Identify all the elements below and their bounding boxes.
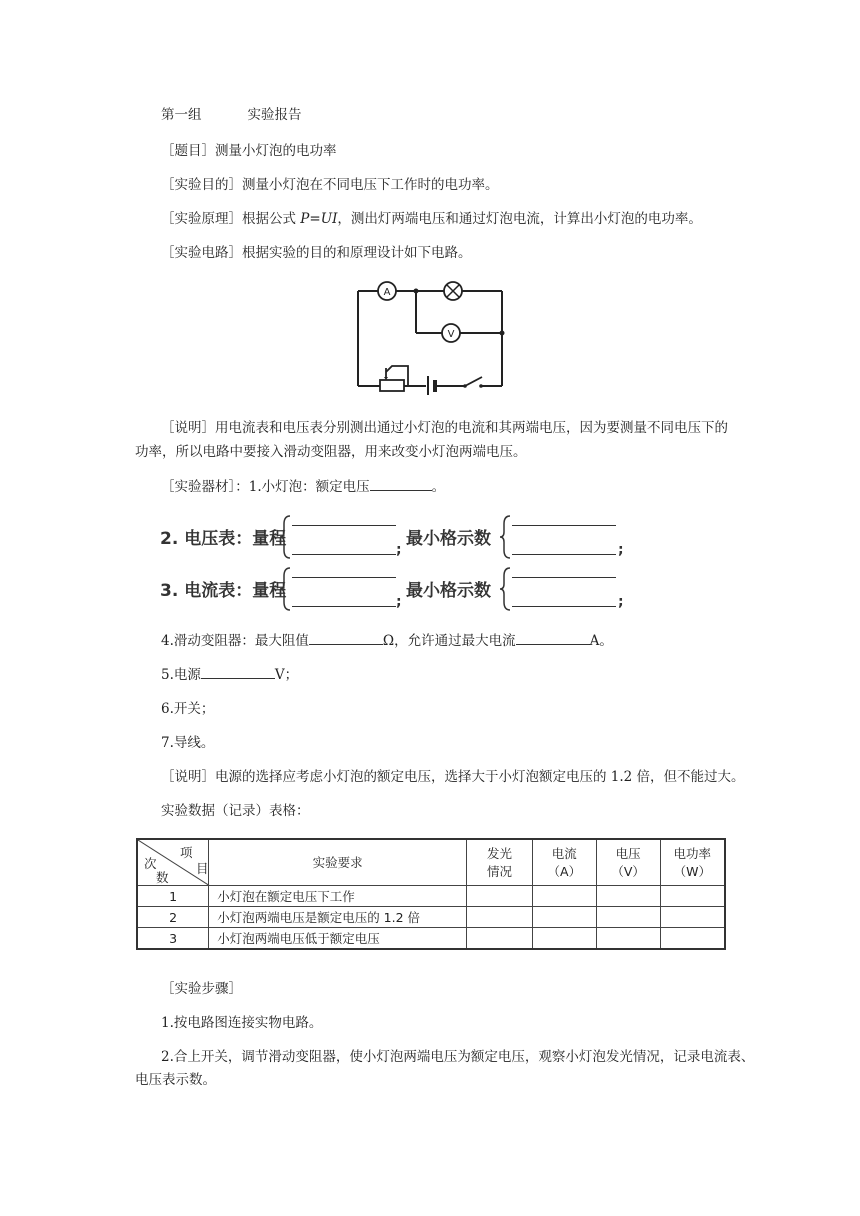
cell-current[interactable] — [532, 885, 596, 906]
cell-current[interactable] — [532, 907, 596, 928]
voltmeter-range-blank-2[interactable] — [292, 554, 396, 555]
ammeter-range-row — [158, 566, 638, 612]
item7-line: 7.导线。 — [161, 735, 215, 751]
step2-line1: 2.合上开关，调节滑动变阻器，使小灯泡两端电压为额定电压，观察小灯泡发光情况，记录电流表、 — [161, 1049, 755, 1065]
step2-line2: 电压表示数。 — [135, 1072, 216, 1088]
cell-light[interactable] — [467, 885, 533, 906]
brace-icon — [498, 566, 512, 612]
table-header-row — [137, 839, 725, 885]
header-light-1: 发光 — [486, 846, 512, 862]
step1-line: 1.按电路图连接实物电路。 — [161, 1015, 323, 1031]
semicolon: ; — [396, 542, 402, 558]
header-voltage — [596, 839, 660, 885]
corner-xiang: 项 — [180, 845, 193, 860]
rated-voltage-blank[interactable] — [370, 478, 432, 491]
semicolon: ; — [618, 594, 624, 610]
voltmeter-label: 2. 电压表：量程 — [160, 529, 287, 549]
cell-power[interactable] — [660, 885, 725, 906]
lamp-symbol — [444, 282, 462, 300]
table-caption: 实验数据（记录）表格： — [161, 803, 310, 819]
ammeter-min-blank-1[interactable] — [512, 577, 616, 578]
voltmeter-symbol — [442, 324, 460, 342]
ammeter-symbol — [378, 282, 396, 300]
rheostat-symbol — [380, 366, 408, 391]
table-row — [137, 928, 725, 949]
header-req: 实验要求 — [209, 839, 467, 885]
max-resistance-blank[interactable] — [309, 632, 383, 645]
ammeter-label: 3. 电流表：量程 — [160, 581, 287, 601]
ammeter-range-blank-2[interactable] — [292, 606, 396, 607]
brace-icon — [278, 566, 292, 612]
ammeter-range-blank-1[interactable] — [292, 577, 396, 578]
principle-line — [161, 210, 702, 228]
row-requirement: 小灯泡两端电压低于额定电压 — [209, 928, 467, 949]
cell-power[interactable] — [660, 907, 725, 928]
cell-light[interactable] — [467, 907, 533, 928]
row-number: 3 — [137, 928, 209, 949]
row-requirement: 小灯泡两端电压是额定电压的 1.2 倍 — [209, 907, 467, 928]
max-current-blank[interactable] — [516, 632, 590, 645]
note2-line: ［说明］电源的选择应考虑小灯泡的额定电压，选择大于小灯泡额定电压的 1.2 倍，但不能过大。 — [161, 769, 745, 785]
header-voltage-1: 电压 — [615, 846, 641, 862]
corner-ci: 次 — [144, 856, 157, 871]
circuit-line: ［实验电路］根据实验的目的和原理设计如下电路。 — [161, 245, 472, 261]
item6-line: 6.开关； — [161, 701, 215, 717]
item4-line — [161, 632, 613, 650]
switch-symbol — [463, 377, 483, 388]
corner-mu: 目 — [196, 861, 209, 876]
power-supply-blank[interactable] — [201, 666, 275, 679]
item4-mid: Ω，允许通过最大电流 — [382, 633, 516, 649]
header-current-2: （A） — [547, 864, 582, 880]
header-current — [532, 839, 596, 885]
note1-line2: 功率，所以电路中要接入滑动变阻器，用来改变小灯泡两端电压。 — [135, 444, 527, 460]
corner-shu: 数 — [156, 870, 169, 885]
cell-power[interactable] — [660, 928, 725, 949]
ammeter-letter: A — [383, 287, 391, 298]
principle-suffix: ，测出灯两端电压和通过灯泡电流，计算出小灯泡的电功率。 — [337, 211, 702, 227]
item5-suffix: V； — [274, 667, 299, 683]
ammeter-min-label: 最小格示数 — [406, 581, 491, 601]
row-requirement: 小灯泡在额定电压下工作 — [209, 885, 467, 906]
header-power-2: （W） — [673, 864, 711, 880]
corner-cell — [137, 839, 209, 885]
table-row — [137, 885, 725, 906]
cell-voltage[interactable] — [596, 885, 660, 906]
cell-light[interactable] — [467, 928, 533, 949]
junction-dot-top — [414, 289, 419, 294]
principle-formula: P=UI — [300, 211, 338, 227]
data-table — [136, 838, 726, 950]
steps-title: ［实验步骤］ — [161, 981, 242, 997]
principle-prefix: ［实验原理］根据公式 — [161, 211, 301, 227]
voltmeter-min-label: 最小格示数 — [406, 529, 491, 549]
item5-prefix: 5.电源 — [161, 667, 201, 683]
report-label: 实验报告 — [247, 107, 302, 123]
ammeter-min-blank-2[interactable] — [512, 606, 616, 607]
cell-voltage[interactable] — [596, 928, 660, 949]
voltmeter-letter: V — [447, 329, 455, 340]
voltmeter-range-row — [158, 514, 638, 560]
group-label: 第一组 — [161, 107, 202, 123]
row-number: 2 — [137, 907, 209, 928]
voltmeter-min-blank-1[interactable] — [512, 525, 616, 526]
item5-line — [161, 666, 298, 684]
equipment-line — [161, 478, 445, 496]
table-row — [137, 907, 725, 928]
item4-prefix: 4.滑动变阻器：最大阻值 — [161, 633, 309, 649]
equipment-prefix: ［实验器材］：1.小灯泡：额定电压 — [161, 479, 370, 495]
cell-current[interactable] — [532, 928, 596, 949]
brace-icon — [278, 514, 292, 560]
semicolon: ; — [396, 594, 402, 610]
report-header — [161, 106, 302, 124]
circuit-diagram — [350, 280, 510, 395]
header-power — [660, 839, 725, 885]
cell-voltage[interactable] — [596, 907, 660, 928]
voltmeter-min-blank-2[interactable] — [512, 554, 616, 555]
junction-dot-right — [500, 331, 505, 336]
semicolon: ; — [618, 542, 624, 558]
equipment-suffix: 。 — [431, 479, 446, 495]
item4-suffix: A。 — [589, 633, 613, 649]
purpose-line: ［实验目的］测量小灯泡在不同电压下工作时的电功率。 — [161, 177, 499, 193]
header-voltage-2: （V） — [611, 864, 645, 880]
battery-symbol — [428, 376, 435, 395]
brace-icon — [498, 514, 512, 560]
header-current-1: 电流 — [551, 846, 577, 862]
note1-line1: ［说明］用电流表和电压表分别测出通过小灯泡的电流和其两端电压，因为要测量不同电压下的 — [161, 420, 728, 436]
header-light-2: 情况 — [486, 864, 512, 880]
header-light — [467, 839, 533, 885]
voltmeter-range-blank-1[interactable] — [292, 525, 396, 526]
header-power-1: 电功率 — [673, 846, 712, 862]
row-number: 1 — [137, 885, 209, 906]
title-line: ［题目］测量小灯泡的电功率 — [161, 143, 337, 159]
